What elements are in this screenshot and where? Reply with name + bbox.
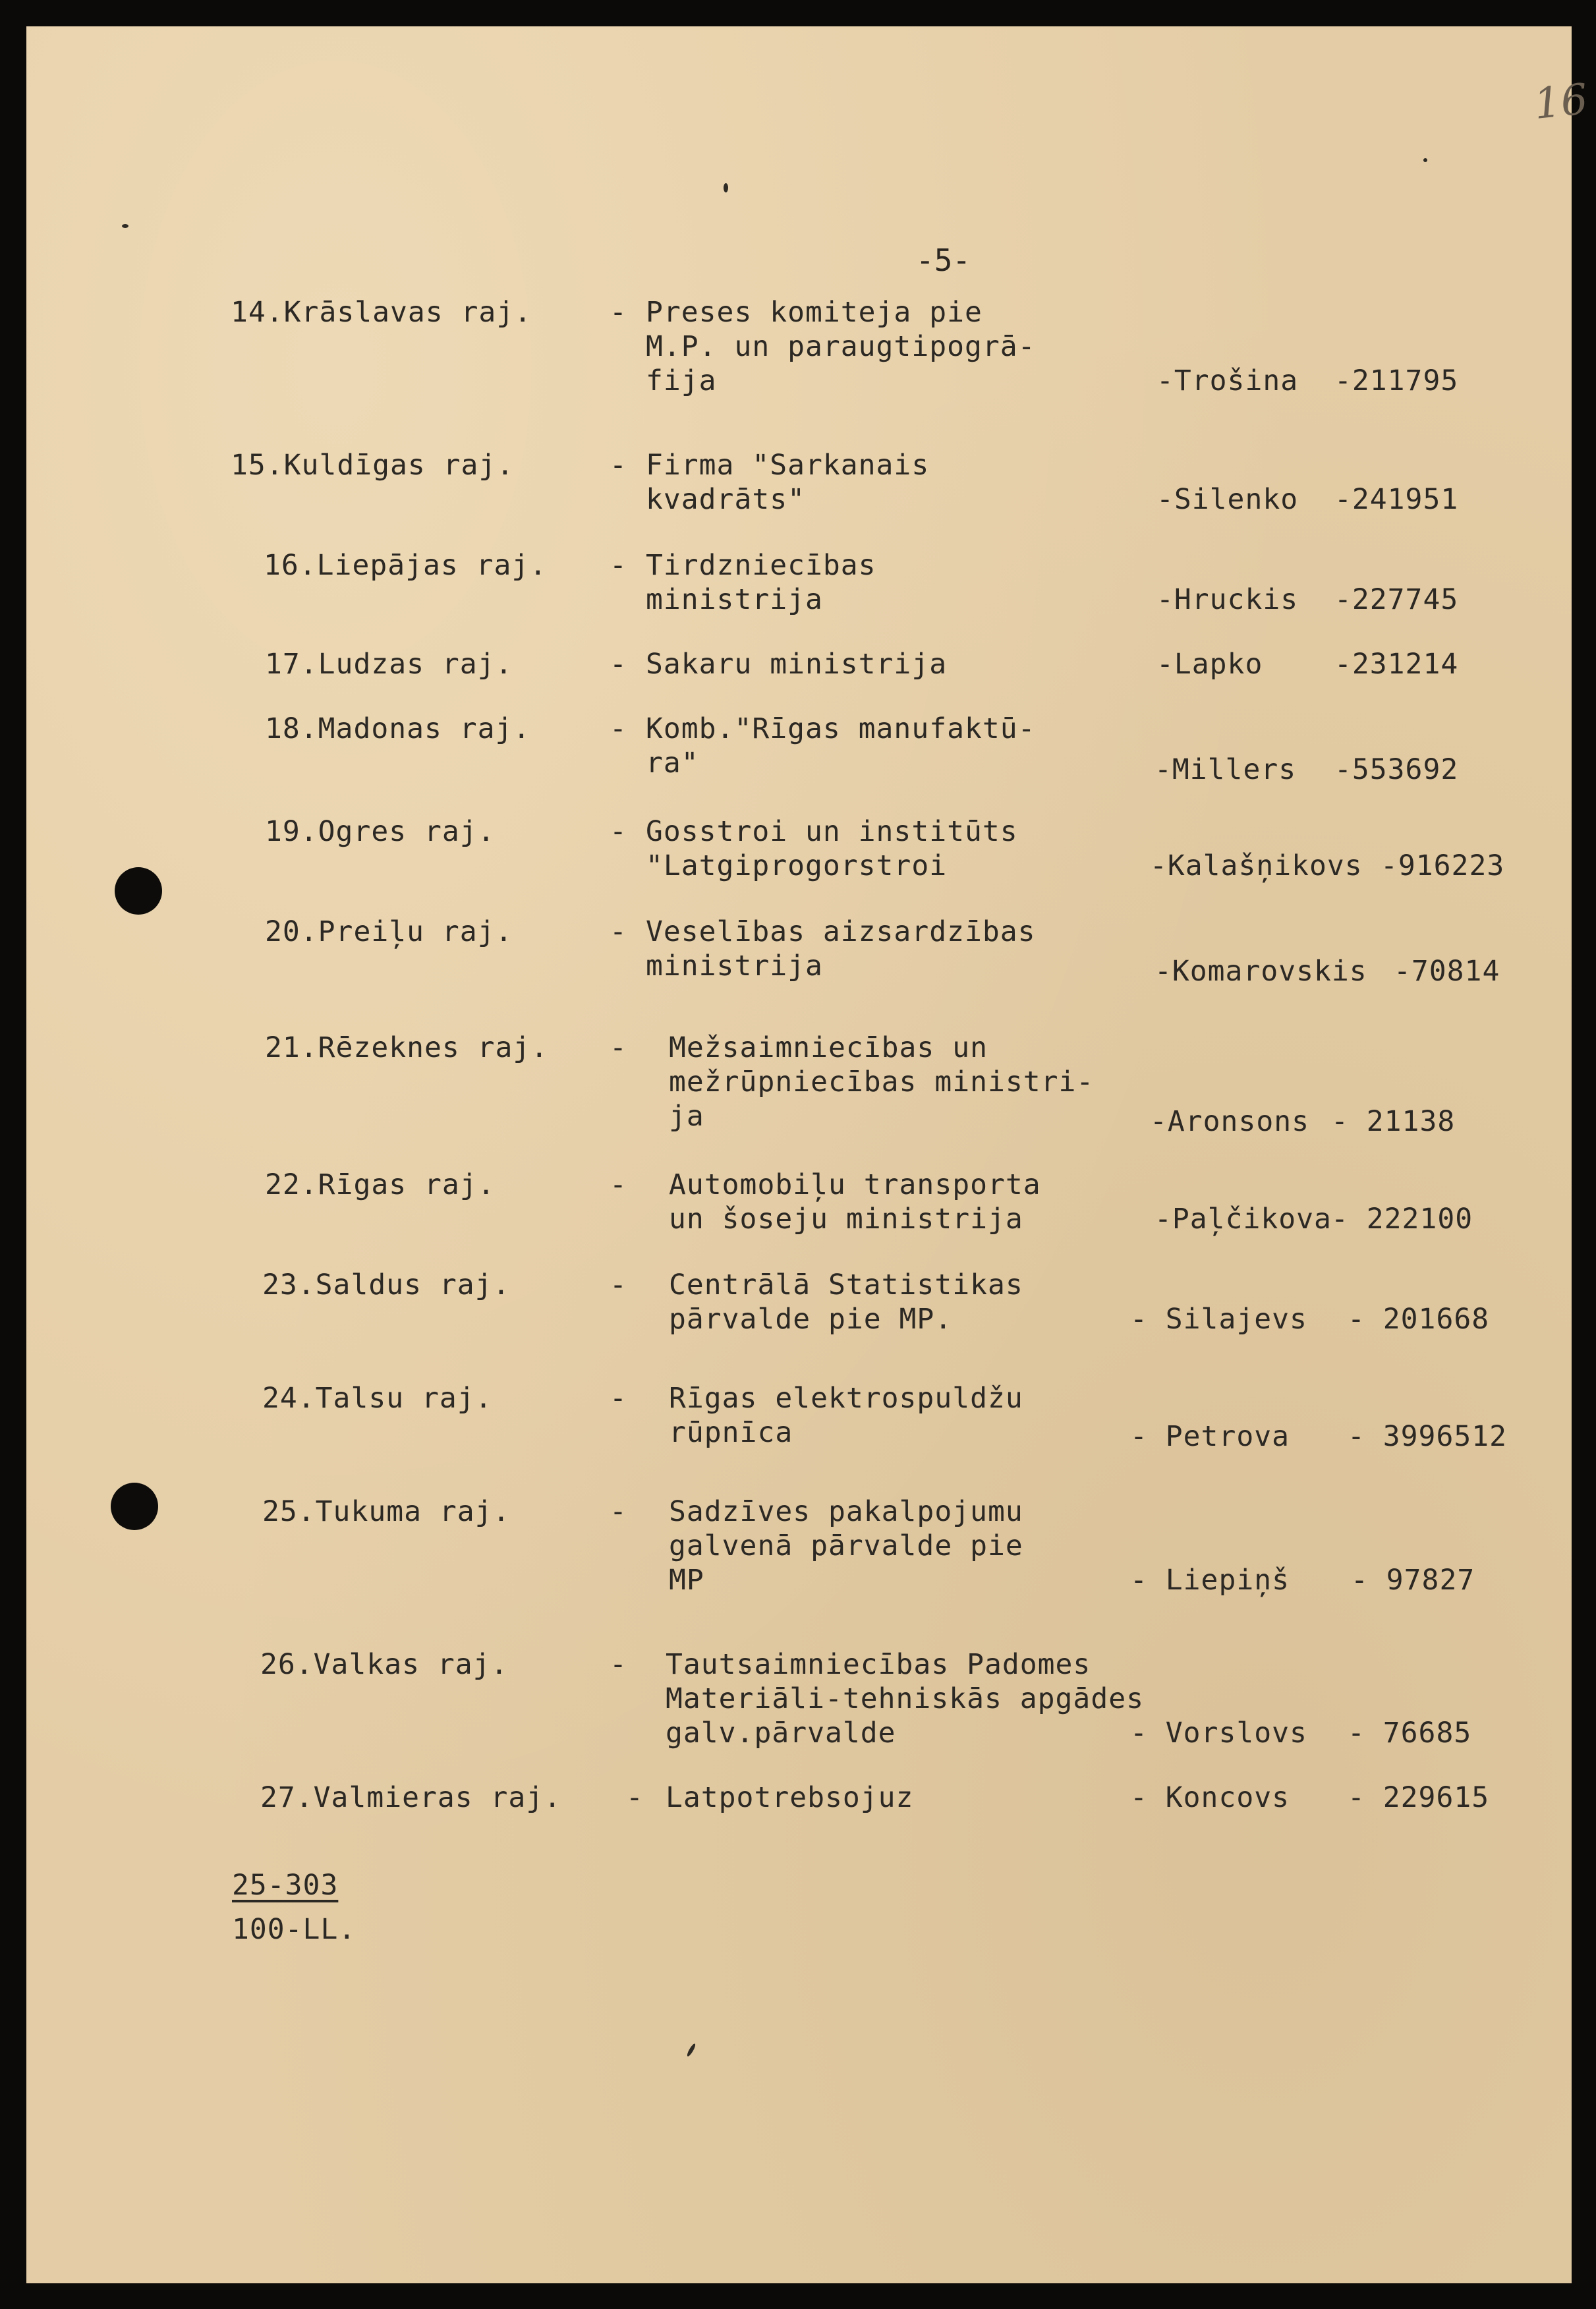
page-number: -5-: [916, 242, 971, 278]
region-name: 22.Rīgas raj.: [265, 1168, 496, 1201]
document-code: 25-303: [232, 1869, 339, 1902]
organization-name: Centrālā Statistikas pārvalde pie MP.: [669, 1269, 1023, 1336]
phone-number: - 76685: [1348, 1717, 1472, 1750]
region-name: 24.Talsu raj.: [262, 1382, 493, 1415]
person-name: - Silajevs: [1130, 1303, 1307, 1336]
document-page: [26, 26, 1591, 2283]
organization-name: Sakaru ministrija: [646, 648, 948, 681]
punch-hole: [111, 1483, 158, 1530]
region-name: 16.Liepājas raj.: [264, 549, 548, 582]
person-name: - Petrova: [1130, 1420, 1290, 1453]
region-name: 20.Preiļu raj.: [265, 915, 513, 948]
phone-number: -231214: [1334, 648, 1459, 681]
paper-speck: [724, 183, 728, 192]
organization-name: Gosstroi un institūts "Latgiprogorstroi: [646, 815, 1018, 882]
person-name: - Vorslovs: [1130, 1717, 1307, 1750]
region-name: 27.Valmieras raj.: [260, 1781, 562, 1814]
phone-number: - 222100: [1331, 1203, 1473, 1236]
phone-number: -553692: [1334, 753, 1459, 786]
organization-name: Komb."Rīgas manufaktū- ra": [646, 712, 1036, 780]
region-name: 17.Ludzas raj.: [265, 648, 513, 681]
region-name: 26.Valkas raj.: [260, 1648, 509, 1681]
reference-mark: 100-LL.: [232, 1913, 356, 1946]
region-name: 18.Madonas raj.: [265, 712, 531, 745]
phone-number: - 201668: [1348, 1303, 1490, 1336]
separator-dash: -: [610, 1269, 627, 1301]
organization-name: Firma "Sarkanais kvadrāts": [646, 449, 930, 516]
paper-speck: [1423, 158, 1427, 162]
organization-name: Tautsaimniecības Padomes Materiāli-tehniskās apgādes galv.pārvalde: [666, 1648, 1144, 1750]
paper-speck: [122, 224, 128, 228]
region-name: 23.Saldus raj.: [262, 1269, 511, 1301]
region-name: 14.Krāslavas raj.: [231, 296, 532, 329]
separator-dash: -: [610, 1495, 627, 1528]
organization-name: Sadzīves pakalpojumu galvenā pārvalde pie MP: [669, 1495, 1023, 1597]
region-name: 15.Kuldīgas raj.: [231, 449, 515, 482]
region-name: 25.Tukuma raj.: [262, 1495, 511, 1528]
phone-number: -227745: [1334, 583, 1459, 616]
organization-name: Automobiļu transporta un šoseju ministrija: [669, 1168, 1041, 1236]
person-name: - Koncovs: [1130, 1781, 1290, 1814]
phone-number: - 97827: [1351, 1564, 1475, 1597]
phone-number: -211795: [1334, 364, 1459, 397]
person-name: -Silenko: [1156, 483, 1299, 516]
separator-dash: -: [610, 815, 627, 848]
separator-dash: -: [610, 549, 627, 582]
organization-name: Rīgas elektrospuldžu rūpnīca: [669, 1382, 1023, 1449]
phone-number: - 229615: [1348, 1781, 1490, 1814]
region-name: 19.Ogres raj.: [265, 815, 496, 848]
organization-name: Tirdzniecības ministrija: [646, 549, 876, 616]
region-name: 21.Rēzeknes raj.: [265, 1031, 549, 1064]
person-name: -Kalašņikovs: [1150, 849, 1363, 882]
organization-name: Preses komiteja pie M.P. un paraugtipogrā- fija: [646, 296, 1036, 397]
person-name: -Komarovskis: [1154, 955, 1367, 988]
organization-name: Latpotrebsojuz: [666, 1781, 914, 1814]
separator-dash: -: [610, 449, 627, 482]
separator-dash: -: [610, 1648, 627, 1681]
organization-name: Veselības aizsardzības ministrija: [646, 915, 1036, 983]
separator-dash: -: [610, 712, 627, 745]
person-name: -Lapko: [1156, 648, 1263, 681]
paper-speck: [686, 2043, 697, 2057]
separator-dash: -: [610, 648, 627, 681]
phone-number: - 3996512: [1348, 1420, 1507, 1453]
separator-dash: -: [610, 1382, 627, 1415]
separator-dash: -: [610, 915, 627, 948]
person-name: -Aronsons: [1150, 1105, 1309, 1138]
separator-dash: -: [626, 1781, 644, 1814]
person-name: -Hruckis: [1156, 583, 1299, 616]
separator-dash: -: [610, 1168, 627, 1201]
separator-dash: -: [610, 1031, 627, 1064]
person-name: -Paļčikova: [1154, 1203, 1332, 1236]
person-name: -Millers: [1154, 753, 1297, 786]
phone-number: -241951: [1334, 483, 1459, 516]
organization-name: Mežsaimniecības un mežrūpniecības ministri- ja: [669, 1031, 1095, 1133]
separator-dash: -: [610, 296, 627, 329]
punch-hole: [115, 867, 162, 915]
folio-number: 16: [1531, 74, 1591, 130]
phone-number: - 21138: [1331, 1105, 1456, 1138]
phone-number: -70814: [1394, 955, 1500, 988]
person-name: -Trošina: [1156, 364, 1299, 397]
person-name: - Liepiņš: [1130, 1564, 1290, 1597]
phone-number: -916223: [1381, 849, 1505, 882]
